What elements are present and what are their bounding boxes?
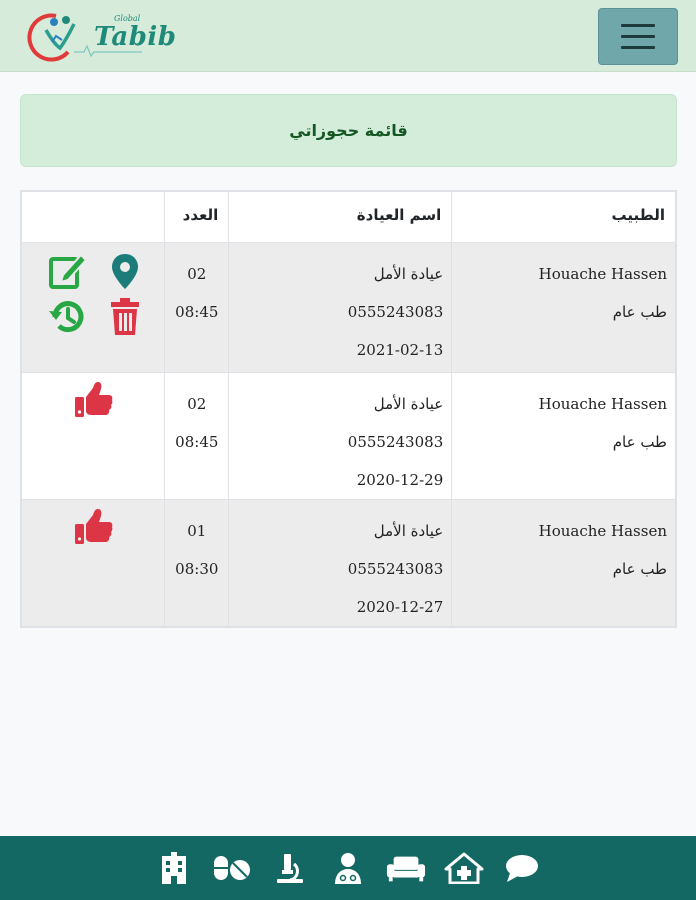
queue-number: 02 <box>187 264 207 283</box>
table-row <box>21 242 676 372</box>
doctor-name: Houache Hassen <box>538 264 667 283</box>
doctor-cell <box>452 242 676 372</box>
clinic-cell <box>229 372 452 499</box>
clinic-cell <box>229 499 452 627</box>
reservation-time: 08:45 <box>175 302 219 321</box>
reservation-date: 2020-12-27 <box>356 597 444 616</box>
clinic-name: عيادة الأمل <box>373 394 444 413</box>
doctor-name: Houache Hassen <box>538 521 667 540</box>
history-icon[interactable] <box>47 297 87 337</box>
clinic-phone: 0555243083 <box>347 432 444 451</box>
reservation-date: 2021-02-13 <box>356 340 444 359</box>
actions-cell <box>21 499 165 627</box>
doctor-specialty: طب عام <box>612 432 667 451</box>
microscope-icon[interactable] <box>270 848 310 888</box>
hamburger-icon <box>621 35 655 38</box>
actions-cell <box>21 372 165 499</box>
clinic-name: عيادة الأمل <box>373 264 444 283</box>
header-clinic: اسم العيادة <box>229 191 452 242</box>
bottom-nav <box>0 836 696 900</box>
hamburger-icon <box>621 46 655 49</box>
reservation-date: 2020-12-29 <box>356 470 444 489</box>
table-row <box>21 372 676 499</box>
delete-icon[interactable] <box>105 297 145 337</box>
navbar <box>0 0 696 72</box>
couch-icon[interactable] <box>386 848 426 888</box>
location-icon[interactable] <box>105 251 145 291</box>
page-title: قائمة حجوزاتي <box>20 94 677 167</box>
header-doctor: الطبيب <box>452 191 676 242</box>
logo-small-text: Global <box>114 14 141 23</box>
clinic-home-icon[interactable] <box>444 848 484 888</box>
hamburger-icon <box>621 24 655 27</box>
clinic-phone: 0555243083 <box>347 559 444 578</box>
hospital-icon[interactable] <box>154 848 194 888</box>
table-row <box>21 499 676 627</box>
doctor-cell <box>452 499 676 627</box>
clinic-cell <box>229 242 452 372</box>
clinic-name: عيادة الأمل <box>373 521 444 540</box>
header-actions <box>21 191 165 242</box>
doctor-specialty: طب عام <box>612 559 667 578</box>
doctor-icon[interactable] <box>328 848 368 888</box>
pills-icon[interactable] <box>212 848 252 888</box>
thumbs-up-icon[interactable] <box>73 506 113 546</box>
actions-cell <box>21 242 165 372</box>
number-cell <box>165 372 229 499</box>
reservations-table <box>20 190 677 628</box>
doctor-name: Houache Hassen <box>538 394 667 413</box>
number-cell <box>165 499 229 627</box>
clinic-phone: 0555243083 <box>347 302 444 321</box>
doctor-cell <box>452 372 676 499</box>
thumbs-up-icon[interactable] <box>73 379 113 419</box>
logo-text: Tabib <box>94 22 177 52</box>
header-number: العدد <box>165 191 229 242</box>
number-cell <box>165 242 229 372</box>
edit-icon[interactable] <box>47 251 87 291</box>
logo[interactable] <box>22 8 177 64</box>
doctor-specialty: طب عام <box>612 302 667 321</box>
reservation-time: 08:30 <box>175 559 219 578</box>
queue-number: 02 <box>187 394 207 413</box>
reservation-time: 08:45 <box>175 432 219 451</box>
queue-number: 01 <box>187 521 207 540</box>
chat-icon[interactable] <box>502 848 542 888</box>
menu-toggle-button[interactable] <box>598 8 678 65</box>
